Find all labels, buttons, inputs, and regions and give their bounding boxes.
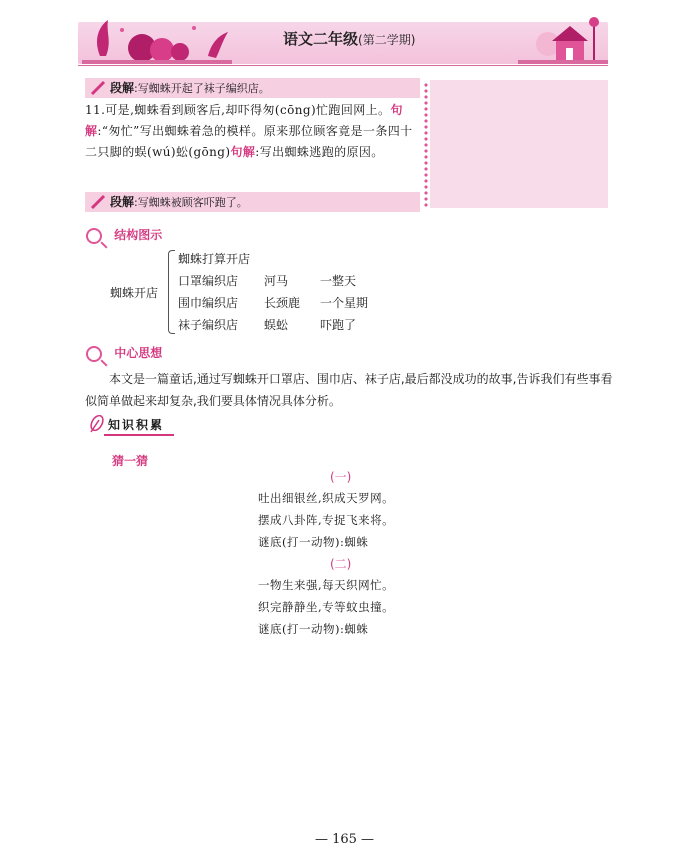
riddle-line: 一物生来强,每天织网忙。 <box>258 578 395 592</box>
riddle-answer: 谜底(打一动物):蜘蛛 <box>258 535 369 549</box>
side-note-panel <box>430 80 608 208</box>
structure-row-3-shop: 袜子编织店 <box>178 318 239 332</box>
structure-row-1-customer: 河马 <box>264 274 289 288</box>
center-idea-heading <box>86 344 162 362</box>
flower-decoration-icon <box>82 16 232 66</box>
riddle-line: 吐出细银丝,织成天罗网。 <box>258 491 395 505</box>
structure-root: 蜘蛛开店 <box>110 286 159 300</box>
structure-row-2-shop: 围巾编织店 <box>178 296 239 310</box>
center-idea-text: 本文是一篇童话,通过写蜘蛛开口罩店、围巾店、袜子店,最后都没成功的故事,告诉我们有些事看似简单做起来却复杂,我们要具体情况具体分析。 <box>85 372 613 408</box>
structure-brace <box>168 250 175 334</box>
book-title: 语文二年级 <box>283 30 359 48</box>
knowledge-label: 知识积累 <box>108 418 165 432</box>
riddle-number: (二) <box>330 557 352 571</box>
knowledge-underline <box>104 434 174 436</box>
pencil-icon <box>90 194 108 210</box>
structure-heading <box>86 226 162 244</box>
structure-heading-text: 结构图示 <box>114 228 163 242</box>
pencil-icon <box>90 80 108 96</box>
sentence-note-label: 句解 <box>230 145 256 159</box>
dotted-divider <box>422 82 430 208</box>
semester-label: (第二学期) <box>358 33 416 47</box>
house-decoration-icon <box>518 14 608 66</box>
structure-row-3-time: 吓跑了 <box>320 318 357 332</box>
structure-row-1-shop: 口罩编织店 <box>178 274 239 288</box>
segment-note-label: 段解 <box>110 81 135 95</box>
segment-note-1 <box>110 78 270 99</box>
structure-row-1-time: 一整天 <box>320 274 357 288</box>
knowledge-heading <box>88 414 188 438</box>
page-number: — 165 — <box>314 832 375 847</box>
riddle-answer: 谜底(打一动物):蜘蛛 <box>258 622 369 636</box>
sentence-note-label: 句解 <box>85 103 403 138</box>
riddle-line: 织完静静坐,专等蚊虫撞。 <box>258 600 395 614</box>
segment-note-2 <box>110 192 248 213</box>
structure-row-2-customer: 长颈鹿 <box>264 296 301 310</box>
paragraph-text: 11.可是,蜘蛛看到顾客后,却吓得匆(cōng)忙跑回网上。 <box>85 103 391 117</box>
guess-heading: 猜一猜 <box>112 454 149 468</box>
segment-note-label: 段解 <box>110 195 135 209</box>
feather-pen-icon <box>88 414 106 434</box>
center-idea-heading-text: 中心思想 <box>114 346 163 360</box>
riddle-number: (一) <box>330 470 352 484</box>
segment-note-text: :写蜘蛛开起了袜子编织店。 <box>134 82 270 95</box>
structure-row-0: 蜘蛛打算开店 <box>178 252 251 266</box>
header-title <box>283 28 415 49</box>
magnifier-icon <box>86 228 102 244</box>
structure-row-2-time: 一个星期 <box>320 296 369 310</box>
structure-row-3-customer: 蜈蚣 <box>264 318 289 332</box>
sentence-note-text: :“匆忙”写出蜘蛛着急的模样。原来那位顾客竟是一条四十二只脚的蜈(wú)蚣(gōng) <box>85 124 413 159</box>
magnifier-icon <box>86 346 102 362</box>
riddle-line: 摆成八卦阵,专捉飞来将。 <box>258 513 395 527</box>
page-header <box>78 14 608 70</box>
header-rule <box>78 65 608 66</box>
paragraph-11 <box>85 100 420 163</box>
segment-note-text: :写蜘蛛被顾客吓跑了。 <box>134 196 248 209</box>
sentence-note-text: :写出蜘蛛逃跑的原因。 <box>255 145 384 159</box>
